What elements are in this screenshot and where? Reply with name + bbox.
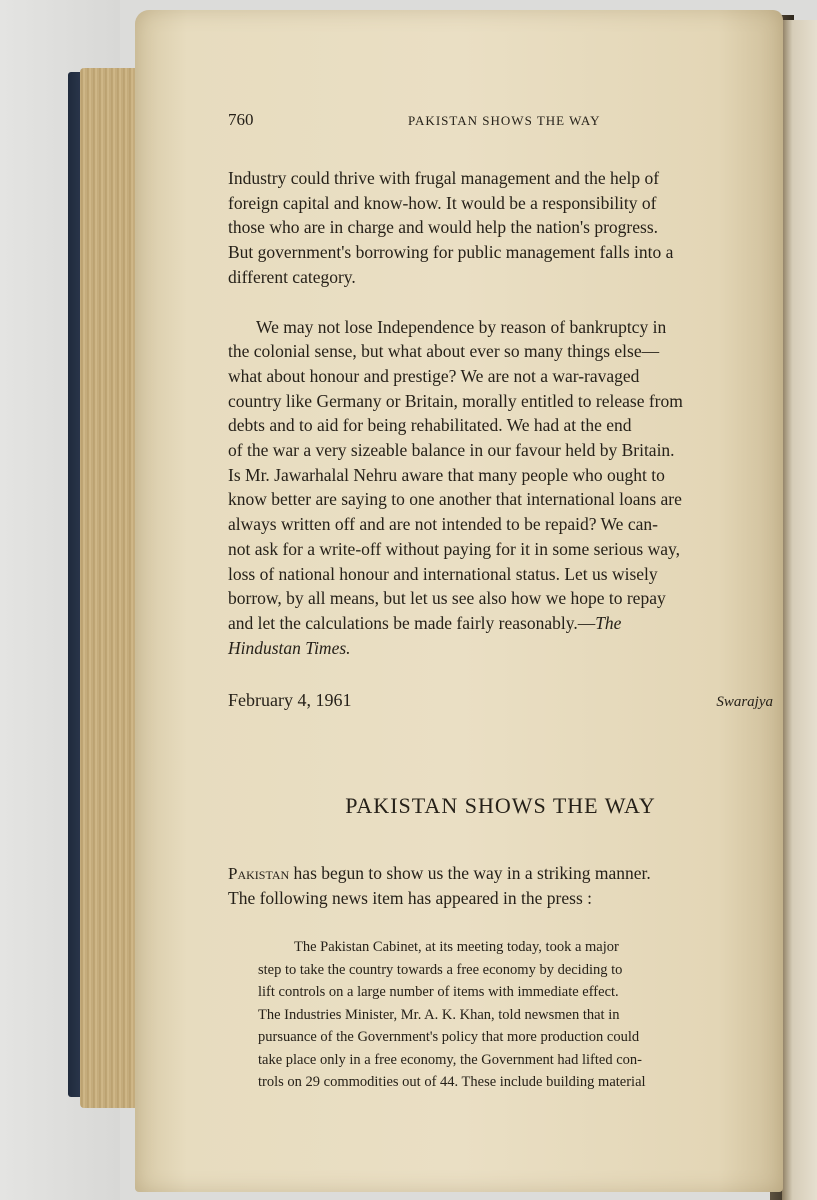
- text-line: the colonial sense, but what about ever so many things else—: [228, 341, 660, 362]
- text-line: country like Germany or Britain, morally entitled to release from: [228, 390, 683, 411]
- text-line: and let the calculations be made fairly reasonably.—: [228, 612, 596, 633]
- citation: The: [595, 612, 622, 633]
- article-intro: [228, 861, 773, 910]
- text-line: those who are in charge and would help the nation's progress.: [228, 217, 659, 238]
- text-line: not ask for a write-off without paying for it in some serious way,: [228, 538, 680, 559]
- text-line: pursuance of the Government's policy that more production could: [258, 1029, 640, 1046]
- article-source: Swarajya: [716, 694, 773, 711]
- text-line: different category.: [228, 266, 356, 287]
- dateline: [228, 690, 773, 711]
- book-page: [135, 10, 783, 1192]
- text-line: loss of national honour and international status. Let us wisely: [228, 563, 658, 584]
- text-line: of the war a very sizeable balance in our favour held by Britain.: [228, 440, 675, 461]
- intro-text: has begun to show us the way in a striking manner.: [289, 863, 651, 884]
- lead-word: Pakistan: [228, 864, 290, 884]
- text-line: The Industries Minister, Mr. A. K. Khan, told newsmen that in: [258, 1006, 620, 1023]
- text-line: take place only in a free economy, the Government had lifted con-: [258, 1051, 642, 1068]
- text-line: debts and to aid for being rehabilitated. We had at the end: [228, 415, 632, 436]
- text-line: The Pakistan Cabinet, at its meeting today, took a major: [294, 939, 619, 956]
- text-line: We may not lose Independence by reason of bankruptcy in: [256, 316, 667, 337]
- text-line: step to take the country towards a free economy by deciding to: [258, 961, 623, 978]
- facing-page: [782, 20, 817, 1200]
- text-line: lift controls on a large number of items with immediate effect.: [258, 984, 619, 1001]
- text-line: Industry could thrive with frugal management and the help of: [228, 168, 660, 188]
- article-title: PAKISTAN SHOWS THE WAY: [345, 793, 656, 819]
- text-line: trols on 29 commodities out of 44. These include building material: [258, 1074, 646, 1091]
- text-line: foreign capital and know-how. It would be a responsibility of: [228, 192, 657, 213]
- intro-text: The following news item has appeared in the press :: [228, 888, 592, 909]
- quoted-news-item: [258, 936, 763, 1094]
- running-head: [228, 110, 773, 136]
- text-line: what about honour and prestige? We are not a war-ravaged: [228, 365, 640, 386]
- paragraph-2: [228, 315, 773, 661]
- text-line: know better are saying to one another that international loans are: [228, 489, 682, 510]
- paragraph-1: [228, 166, 773, 290]
- page-number: 760: [228, 110, 254, 129]
- text-line: Is Mr. Jawarhalal Nehru aware that many people who ought to: [228, 464, 665, 485]
- text-line: borrow, by all means, but let us see also how we hope to repay: [228, 588, 666, 609]
- page-content: [228, 110, 773, 1094]
- text-line: always written off and are not intended to be repaid? We can-: [228, 514, 658, 535]
- citation: Hindustan Times.: [228, 637, 351, 658]
- running-head-title: PAKISTAN SHOWS THE WAY: [408, 113, 601, 128]
- article-date: February 4, 1961: [228, 690, 352, 711]
- text-line: But government's borrowing for public management falls into a: [228, 242, 674, 263]
